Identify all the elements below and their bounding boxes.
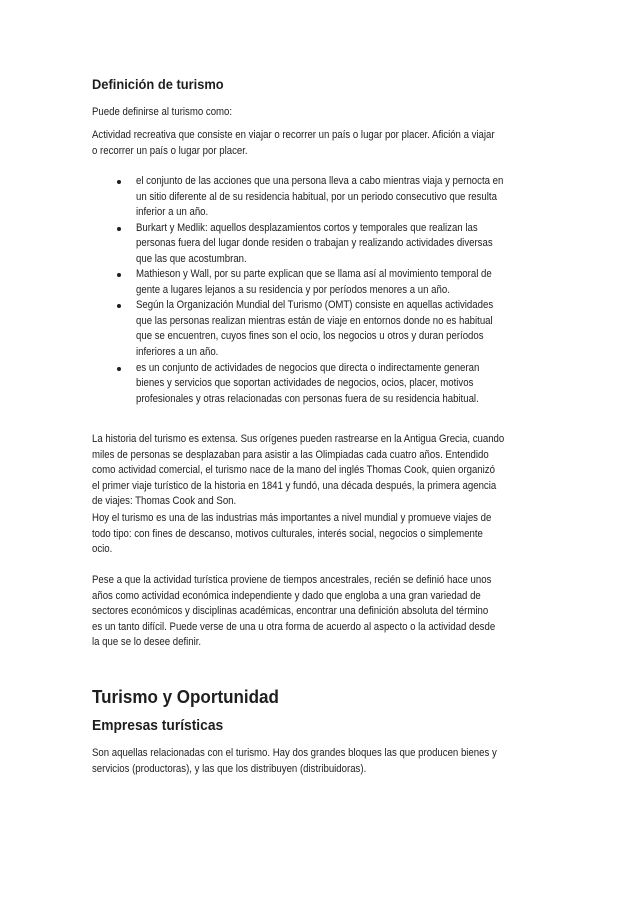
text-line: que las que acostumbran. bbox=[136, 252, 247, 265]
bullet-icon bbox=[117, 367, 121, 371]
text-line: personas fuera del lugar donde residen o trabajan y realizando actividades diversas bbox=[136, 237, 493, 250]
text-line: el primer viaje turístico de la historia en 1841 y fundó, una década después, la primera agencia bbox=[92, 479, 497, 492]
text-line: todo tipo: con fines de descanso, motivos culturales, interés social, negocios o simplemente bbox=[92, 527, 483, 540]
text-line: como actividad comercial, el turismo nace de la mano del inglés Thomas Cook, quien organizó bbox=[92, 464, 495, 477]
bullet-icon bbox=[117, 273, 121, 277]
paragraph-despite bbox=[92, 573, 540, 651]
text-line: Mathieson y Wall, por su parte explican que se llama así al movimiento temporal de bbox=[136, 268, 492, 281]
paragraph-intro bbox=[92, 105, 248, 121]
heading-definicion-de-turismo: Definición de turismo bbox=[92, 76, 224, 92]
heading-turismo-y-oportunidad: Turismo y Oportunidad bbox=[92, 686, 279, 707]
text-line: ocio. bbox=[92, 543, 113, 556]
list-item-text bbox=[136, 361, 517, 408]
text-line: miles de personas se desplazaban para asistir a las Olimpiadas cada cuatro años. Entendido bbox=[92, 448, 489, 461]
text-line: de viajes: Thomas Cook and Son. bbox=[92, 495, 237, 508]
text-line: Actividad recreativa que consiste en viajar o recorrer un país o lugar por placer. Afición a viajar bbox=[92, 129, 495, 141]
text-line: bienes y servicios que soportan actividades de negocios, ocios, placer, motivos bbox=[136, 377, 474, 390]
text-line: profesionales y otras relacionadas con personas fuera de su residencia habitual. bbox=[136, 392, 479, 405]
text-line: La historia del turismo es extensa. Sus orígenes pueden rastrearse en la Antigua Grecia, cuando bbox=[92, 433, 505, 445]
text-line: Burkart y Medlik: aquellos desplazamientos cortos y temporales que realizan las bbox=[136, 221, 478, 234]
text-line: servicios (productoras), y las que los distribuyen (distribuidoras). bbox=[92, 762, 367, 775]
heading-empresas-turisticas: Empresas turísticas bbox=[92, 717, 224, 734]
text-line: años como actividad económica independiente y dado que engloba a una gran variedad de bbox=[92, 589, 481, 602]
bullet-icon bbox=[117, 304, 121, 308]
paragraph-definition bbox=[92, 128, 539, 159]
text-line: o recorrer un país o lugar por placer. bbox=[92, 144, 248, 157]
text-line: Son aquellas relacionadas con el turismo. Hay dos grandes bloques las que producen bienes y bbox=[92, 747, 497, 759]
text-line: que las personas realizan mientras están de viaje en entornos donde no es habitual bbox=[136, 314, 493, 327]
text-line: Hoy el turismo es una de las industrias más importantes a nivel mundial y promueve viajes de bbox=[92, 512, 492, 524]
list-item-text bbox=[136, 174, 544, 221]
text-line: sectores económicos y disciplinas académicas, encontrar una definición absoluta del término bbox=[92, 605, 489, 618]
text-line: que se encuentren, cuyos fines son el ocio, los negocios u otros y duran períodos bbox=[136, 330, 484, 343]
text-line: inferior a un año. bbox=[136, 206, 209, 219]
text-line: un sitio diferente al de su residencia habitual, por un periodo consecutivo que resulta bbox=[136, 190, 497, 203]
text-line: la que se lo desee definir. bbox=[92, 636, 202, 649]
text-line: el conjunto de las acciones que una persona lleva a cabo mientras viaja y pernocta en bbox=[136, 175, 504, 187]
paragraph-empresas bbox=[92, 746, 542, 777]
text-line: gente a lugares lejanos a su residencia y por períodos menores a un año. bbox=[136, 283, 450, 296]
list-item-text bbox=[136, 221, 532, 268]
text-line: Puede definirse al turismo como: bbox=[92, 106, 233, 118]
text-line: Pese a que la actividad turística proviene de tiempos ancestrales, recién se definió hace unos bbox=[92, 574, 492, 586]
paragraph-today bbox=[92, 511, 536, 558]
bullet-icon bbox=[117, 227, 121, 231]
list-item-text bbox=[136, 298, 533, 360]
text-line: es un conjunto de actividades de negocios que directa o indirectamente generan bbox=[136, 361, 480, 374]
text-line: inferiores a un año. bbox=[136, 346, 219, 359]
paragraph-history bbox=[92, 432, 550, 510]
text-line: es un tanto difícil. Puede verse de una u otra forma de acuerdo al aspecto o la actividad desde bbox=[92, 620, 496, 633]
bullet-icon bbox=[117, 180, 121, 184]
list-item-text bbox=[136, 267, 531, 298]
text-line: Según la Organización Mundial del Turismo (OMT) consiste en aquellas actividades bbox=[136, 299, 494, 312]
